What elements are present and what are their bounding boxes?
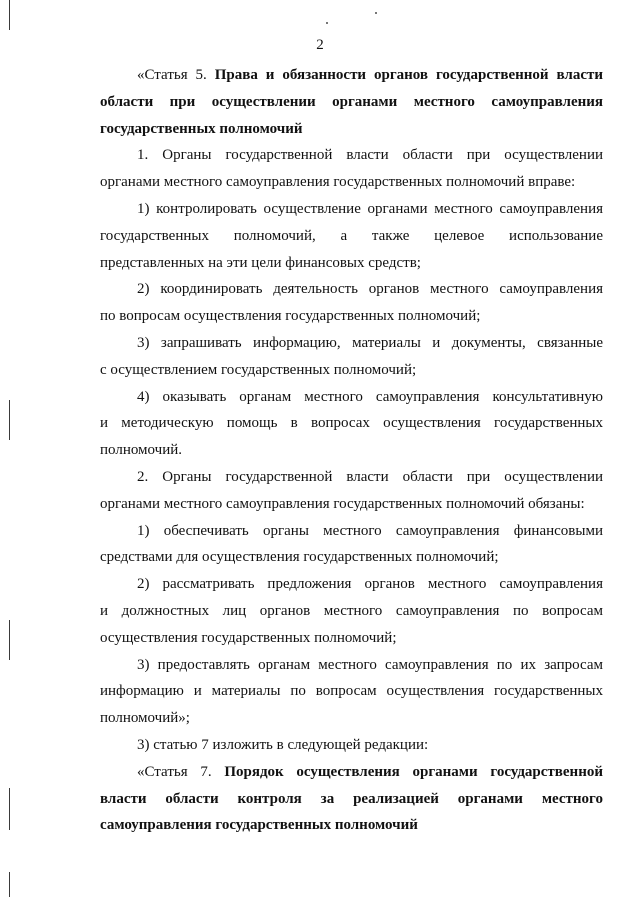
text-line xyxy=(100,678,603,705)
text-line xyxy=(100,330,603,357)
text-segment: органами местного самоуправления государственных полномочий вправе: xyxy=(100,174,576,191)
text-segment: органами местного самоуправления государственных полномочий обязаны: xyxy=(100,495,585,512)
scan-edge-mark xyxy=(9,620,10,660)
text-line xyxy=(100,223,603,250)
text-line xyxy=(100,812,603,839)
text-line xyxy=(100,169,603,196)
bold-text-segment: самоуправления государственных полномочий xyxy=(100,817,418,834)
bold-text-segment: Порядок осуществления органами государственной xyxy=(224,763,603,780)
scan-edge-mark xyxy=(9,788,10,830)
text-segment: государственных полномочий, а также целевое использование xyxy=(100,227,603,244)
text-line xyxy=(100,571,603,598)
text-segment: 3) запрашивать информацию, материалы и документы, связанные xyxy=(137,334,603,351)
text-segment: средствами для осуществления государственных полномочий; xyxy=(100,549,499,566)
scan-edge-mark xyxy=(9,400,10,440)
scan-speck xyxy=(375,12,377,14)
scan-edge-mark xyxy=(9,0,10,30)
text-segment: полномочий»; xyxy=(100,710,190,727)
text-line xyxy=(100,196,603,223)
text-line xyxy=(100,276,603,303)
text-line xyxy=(100,357,603,384)
text-segment: 3) статью 7 изложить в следующей редакции: xyxy=(137,736,429,753)
text-line xyxy=(100,598,603,625)
bold-text-segment: власти области контроля за реализацией органами местного xyxy=(100,790,603,807)
scan-speck xyxy=(326,22,328,24)
text-segment: и должностных лиц органов местного самоуправления по вопросам xyxy=(100,602,603,619)
text-line xyxy=(100,464,603,491)
text-segment: 2) координировать деятельность органов местного самоуправления xyxy=(137,281,603,298)
text-line xyxy=(100,437,603,464)
text-line xyxy=(100,410,603,437)
text-line xyxy=(100,652,603,679)
scan-edge-mark xyxy=(9,872,10,897)
text-line xyxy=(100,705,603,732)
bold-text-segment: области при осуществлении органами местного самоуправления xyxy=(100,93,603,110)
text-segment: 2) рассматривать предложения органов местного самоуправления xyxy=(137,576,603,593)
text-segment: 1. Органы государственной власти области при осуществлении xyxy=(137,147,603,164)
document-body xyxy=(100,62,603,839)
text-segment: информацию и материалы по вопросам осуществления государственных xyxy=(100,683,603,700)
text-line xyxy=(100,491,603,518)
text-line xyxy=(100,518,603,545)
text-segment: 3) предоставлять органам местного самоуправления по их запросам xyxy=(137,656,603,673)
bold-text-segment: государственных полномочий xyxy=(100,120,303,137)
text-line xyxy=(100,303,603,330)
text-line xyxy=(100,786,603,813)
text-line xyxy=(100,732,603,759)
text-line xyxy=(100,625,603,652)
text-line xyxy=(100,759,603,786)
page-number: 2 xyxy=(316,37,324,53)
text-segment: представленных на эти цели финансовых средств; xyxy=(100,254,421,271)
text-segment: «Статья 7. xyxy=(137,763,225,780)
text-line xyxy=(100,250,603,277)
bold-text-segment: Права и обязанности органов государственной власти xyxy=(214,67,603,83)
text-segment: 4) оказывать органам местного самоуправления консультативную xyxy=(137,388,603,405)
text-line xyxy=(100,89,603,116)
text-segment: «Статья 5. xyxy=(137,67,215,83)
text-segment: и методическую помощь в вопросах осуществления государственных xyxy=(100,415,603,432)
text-line xyxy=(100,62,603,89)
text-segment: с осуществлением государственных полномочий; xyxy=(100,361,417,378)
text-segment: 2. Органы государственной власти области при осуществлении xyxy=(137,468,603,485)
text-line xyxy=(100,116,603,143)
text-segment: 1) контролировать осуществление органами местного самоуправления xyxy=(137,200,603,217)
text-line xyxy=(100,384,603,411)
text-segment: по вопросам осуществления государственных полномочий; xyxy=(100,308,481,325)
text-segment: полномочий. xyxy=(100,442,183,459)
text-segment: 1) обеспечивать органы местного самоуправления финансовыми xyxy=(137,522,603,539)
text-line xyxy=(100,544,603,571)
text-segment: осуществления государственных полномочий; xyxy=(100,629,397,646)
text-line xyxy=(100,142,603,169)
